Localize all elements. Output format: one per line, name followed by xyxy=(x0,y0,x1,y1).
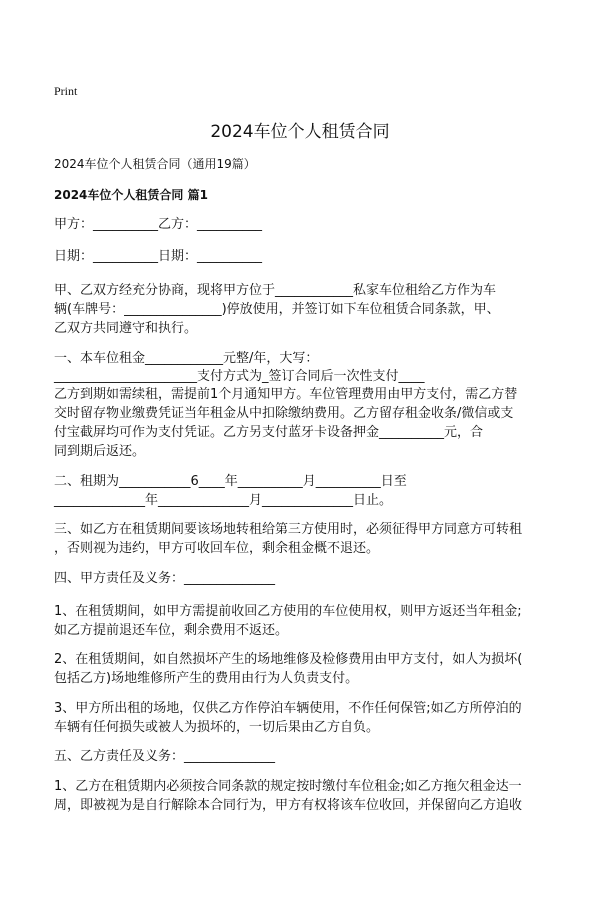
clause-line: 付宝截屏均可作为支付凭证。乙方另支付蓝牙卡设备押金__________元，合 xyxy=(54,425,484,440)
clause-line: 车辆有任何损失或被人为损坏的，一切后果由乙方自负。 xyxy=(54,720,380,735)
clause-line: ______________________支付方式为_签订合同后一次性支付____ xyxy=(54,369,425,384)
clause-line: 一、本车位租金____________元整/年，大写： xyxy=(54,351,319,366)
document-subtitle: 2024车位个人租赁合同（通用19篇） xyxy=(54,157,256,171)
date-line: 日期：__________日期：__________ xyxy=(54,249,263,264)
clause-line: 乙方到期如需续租，需提前1个月通知甲方。车位管理费用由甲方支付，需乙方替 xyxy=(54,387,518,402)
clause-line: 1、乙方在租赁期内必须按合同条款的规定按时缴付车位租金;如乙方拖欠租金达一 xyxy=(54,779,522,794)
clause-line: ______________年______________月______________日止。 xyxy=(54,493,393,508)
clause-line: 如乙方提前退还车位，剩余费用不返还。 xyxy=(54,623,289,638)
paragraph-line: 乙双方共同遵守和执行。 xyxy=(54,321,198,336)
document-title: 2024车位个人租赁合同 xyxy=(210,122,390,142)
print-label: Print xyxy=(54,84,78,98)
paragraph-line: 辆(车牌号：_______________)停放使用，并签订如下车位租赁合同条款，甲、 xyxy=(54,302,500,317)
paragraph-line: 甲、乙双方经充分协商，现将甲方位于____________私家车位租给乙方作为车 xyxy=(54,283,497,298)
clause-line: ，否则视为违约，甲方可收回车位，剩余租金概不退还。 xyxy=(54,541,380,556)
clause-line: 包括乙方)场地维修所产生的费用由行为人负责支付。 xyxy=(54,671,359,686)
party-line: 甲方：__________乙方：__________ xyxy=(54,217,263,232)
clause-line: 二、租期为___________6____年__________月__________日至 xyxy=(54,474,407,489)
clause-line: 1、在租赁期间，如甲方需提前收回乙方使用的车位使用权，则甲方返还当年租金; xyxy=(54,604,522,619)
clause-line: 三、如乙方在租赁期间要该场地转租给第三方使用时，必须征得甲方同意方可转租 xyxy=(54,522,523,537)
clause-heading: 五、乙方责任及义务：______________ xyxy=(54,749,276,764)
clause-line: 3、甲方所出租的场地，仅供乙方作停泊车辆使用，不作任何保管;如乙方所停泊的 xyxy=(54,701,522,716)
clause-heading: 四、甲方责任及义务：______________ xyxy=(54,571,276,586)
clause-line: 周，即被视为是自行解除本合同行为，甲方有权将该车位收回，并保留向乙方追收 xyxy=(54,798,523,813)
section-heading: 2024车位个人租赁合同 篇1 xyxy=(54,188,208,202)
clause-line: 交时留存物业缴费凭证当年租金从中扣除缴纳费用。乙方留存租金收条/微信或支 xyxy=(54,406,514,421)
clause-line: 2、在租赁期间，如自然损坏产生的场地维修及检修费用由甲方支付，如人为损坏( xyxy=(54,652,523,667)
clause-line: 同到期后返还。 xyxy=(54,444,146,459)
